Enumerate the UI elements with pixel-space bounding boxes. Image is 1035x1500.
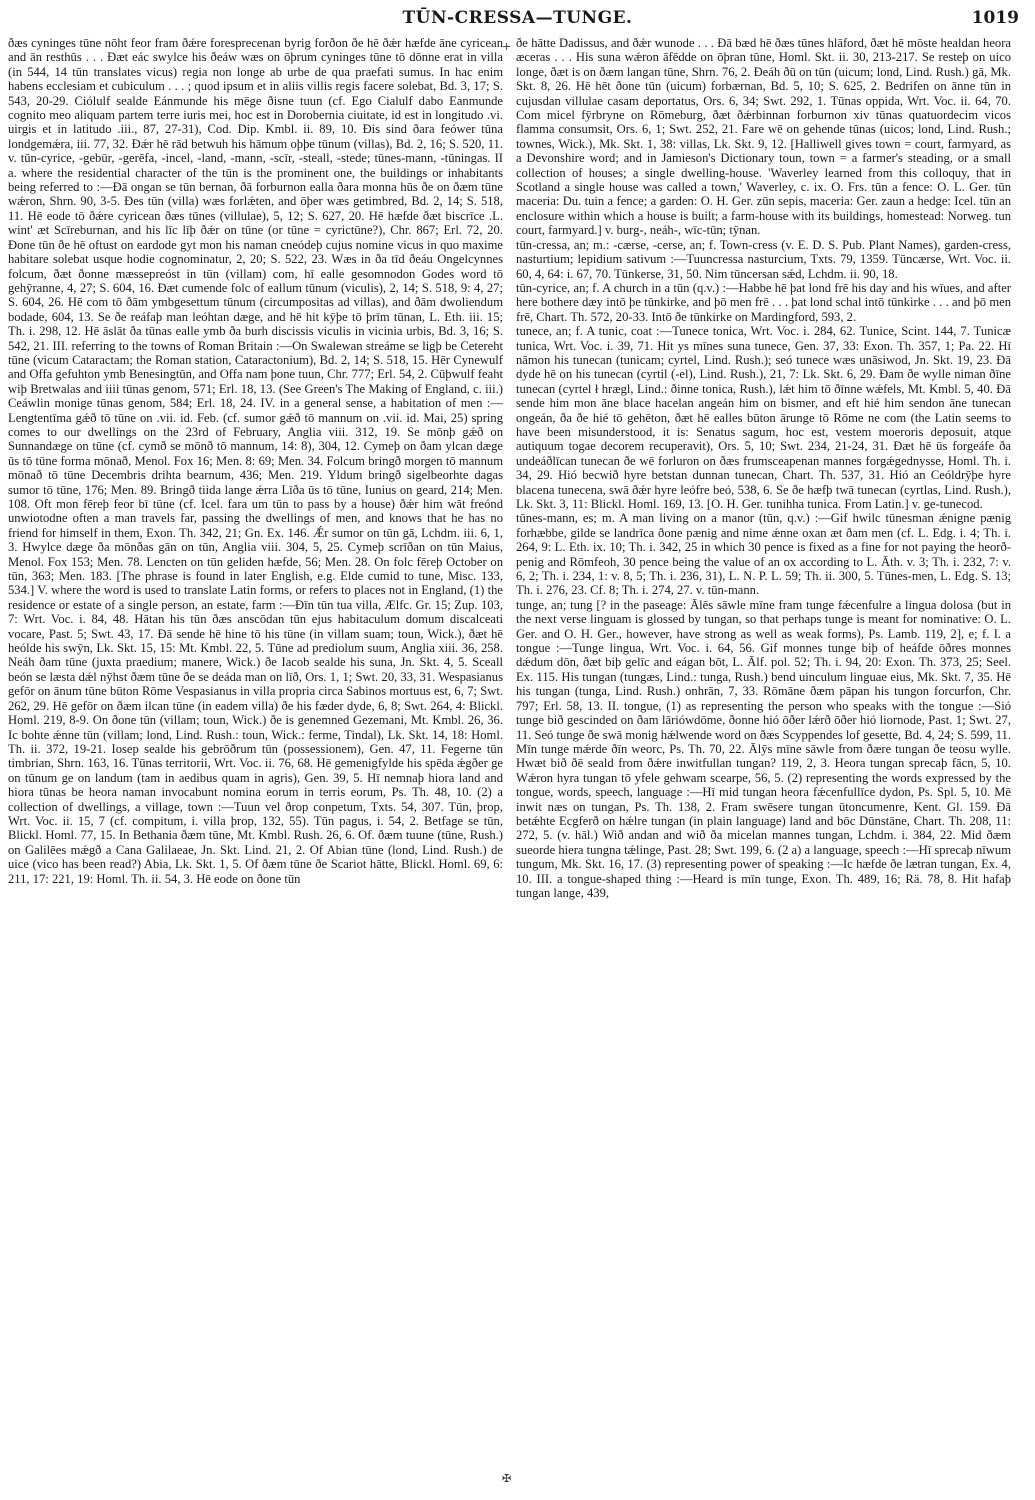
running-title: TŪN-CRESSA—TUNGE. xyxy=(402,8,633,28)
gutter-mark-top: + xyxy=(502,40,512,53)
right-column xyxy=(516,36,1011,1486)
entry-text: ðe hātte Dadissus, and ðǽr wunode . . . Ðā bæd hē ðæs tūnes hlāford, ðæt hē mōste healdan heora æceras . . . His suna wǽron āfēdde on ōþran tūne, Homl. Skt. ii. 30, 213-217. Se resteþ on uico longe, ðæt is on ðæm langan tūne, Shrn. 76, 2. Ðeáh ðū on tūn (uicum; lond, Lind. Rush.) gā, Mk. Skt. 8, 26. Hē hēt ðone tūn (uicum) forbærnan, Bd. 5, 10; S. 625, 2. Bedrifen on ānne tūn in cujusdan villulae casam deportatus, Ors. 6, 34; Swt. 292, 1. Tūnas oppida, Wrt. Voc. ii. 64, 70. Com micel fӯrbryne on Rōmeburg, ðæt ðǽrbinnan forburnon xiv tūnas quatuordecim vicos flamma consumsit, Ors. 6, 1; Swt. 252, 21. Fare wē on gehende tūnas (uicos; lond, Lind. Rush.; townes, Wick.), Mk. Skt. 1, 38: villas, Lk. Skt. 9, 12. [Halliwell gives town = court, farmyard, as a Devonshire word; and in Jamieson's Dictionary toun, town = a farmer's steading, or a small collection of houses; a single dwelling-house. 'Waverley learned from this colloquy, that in Scotland a single house was called a town,' Waverley, c. ix. O. Frs. tūn a fence: O. L. Ger. tūn maceria: Du. tuin a fence; a garden: O. H. Ger. zūn sepis, maceria: Ger. zaun a hedge: Icel. tūn an enclosure within which a house is built; a farm-house with its buildings, homestead: Norweg. tun court, farmyard.] v. burg-, neáh-, wīc-tūn; tӯnan. xyxy=(516,36,1011,238)
column-gutter xyxy=(502,40,512,1485)
entry-tunes-mann: tūnes-mann, es; m. A man living on a manor (tūn, q.v.) :—Gif hwilc tūnesman ǽnigne pænig forhæbbe, gilde se landrīca ðone pænig and nime ǽnne oxan æt ðam men (cf. L. Edg. i. 4; Th. i. 264, 9: L. Eth. ix. 10; Th. i. 342, 25 in which 30 pence is fixed as a fine for not paying the heorð-penig and Rōmfeoh, 30 pence being the value of an ox according to L. Āth. v. 3; Th. i. 232, 7: v. 6, 2; Th. i. 234, 1: v. 8, 5; Th. i. 236, 31), L. N. P. L. 59; Th. ii. 300, 5. Tūnes-men, L. Edg. S. 13; Th. i. 276, 23. Cf. 8; Th. i. 274, 27. v. tūn-mann. xyxy=(516,511,1011,598)
page-number: 1019 xyxy=(971,8,1019,28)
entry-tun-cyrice: tūn-cyrice, an; f. A church in a tūn (q.v.) :—Habbe hē þat lond frē his day and his wīues, and after here bothere dӕy intō þe tūnkirke, and þō men frē . . . þat lond schal intō tūnkirke . . . and þō men frē, Chart. Th. 572, 20-33. Intō ðe tūnkirke on Mardingford, 593, 2. xyxy=(516,280,1011,324)
left-column xyxy=(8,36,503,1486)
gutter-mark-bottom: ✠ xyxy=(502,1472,512,1485)
entry-tun-cressa: tūn-cressa, an; m.: -cærse, -cerse, an; f. Town-cress (v. E. D. S. Pub. Plant Names), garden-cress, nasturtium; lepidium sativum :—Tuuncressa nasturcium, Txts. 79, 1359. Tūncærse, Wrt. Voc. ii. 60, 4, 64: i. 67, 70. Tūnkerse, 31, 50. Nim tūncersan sǽd, Lchdm. ii. 90, 18. xyxy=(516,237,1011,281)
entry-tunge: tunge, an; tung [? in the paseage: Ālēs sāwle mīne fram tunge fǽcenfulre a lingua dolosa (but in the next verse linguam is glossed by tungan, so that perhaps tunge is meant for nominative: O. L. Ger. and O. H. Ger., however, have strong as well as weak forms), Ps. Lamb. 119, 2], e; f. I. a tongue :—Tunge lingua, Wrt. Voc. i. 64, 56. Gif monnes tunge biþ of heáfde ōðres monnes dǽdum dōn, ðæt biþ gelīc and eágan bōt, L. Ālf. pol. 52; Th. i. 94, 20: Exon. Th. 373, 25; Seel. Ex. 115. His tungan (tungæs, Lind.: tunga, Rush.) bend uinculum linguae eius, Mk. Skt. 7, 35. Hē his tungan (tunga, Lind. Rush.) onhrān, 7, 33. Rōmāne ðæm pāpan his tungon forcurfon, Chr. 797; Erl. 58, 13. II. tongue, (1) as representing the person who speaks with the tongue :—Sió tunge bið gescinded on ðam lāriówdōme, ðonne hió ōðer lǽrð ōðer hió liornode, Past. 1; Swt. 27, 11. Seó tunge ðe swā monig hǽlwende word on ðæs Scyppendes lof gesette, Bd. 4, 24; S. 599, 11. Mīn tunge mǽrde ðīn weorc, Ps. Th. 70, 22. Ālӯs mīne sāwle from ðære tungan ðe teosu wylle. Hwæt bið ðē seald from ðǽre inwitfullan tungan? 119, 2, 3. Heora tungan sprecaþ fācn, 5, 10. Wǽron hyra tungan tō yfele gehwam scearpe, 56, 5. (2) representing the words expressed by the tongue, words, speech, language :—Hī mid tungan heora fǽcenfullīce dydon, Ps. Spl. 5, 10. Mē inwit næs on tungan, Ps. Th. 138, 2. Fram swēsere tungan ūtoncumenre, Kent. Gl. 159. Ðā betǽhte Ecgferð on hǽlre tungan (in plain language) land and bōc Dūnstāne, Chart. Th. 208, 11: 272, 5. (v. hāl.) Wið andan and wið ða micelan mannes tungan, Lchdm. i. 384, 22. Mid ðæm sueorde hiera tungna tǽlinge, Past. 28; Swt. 199, 6. (2 a) a language, speech :—Hī sprecaþ nīwum tungum, Mk. Skt. 16, 17. (3) representing power of speaking :—Ic hæfde ðe lætran tungan, Ex. 4, 10. III. a tongue-shaped thing :—Heard is mīn tunge, Exon. Th. 489, 16; Rä. 78, 8. Hit hafaþ tungan lange, 439, xyxy=(516,597,1011,900)
entry-tunece: tunece, an; f. A tunic, coat :—Tunece tonica, Wrt. Voc. i. 284, 62. Tunice, Scint. 144, 7. Tunicæ tunica, Wrt. Voc. i. 39, 71. Hit ys mīnes suna tunece, Gen. 37, 33: Exon. Th. 357, 1; Pa. 22. Hī nāmon his tunecan (tunicam; cyrtel, Lind. Rush.); seó tunece wæs unāsiwod, Jn. Skt. 19, 23. Ðā dyde hē on his tunecan (cyrtil (-el), Lind. Rush.), 21, 7: Lk. Skt. 6, 29. Ðam ðe wylle niman ðīne tunecan (cyrtel ł hrægl, Lind.: ðinne tonica, Rush.), lǽt him tō ðīnne wǽfels, Mt. Kmbl. 5, 40. Ðā sende him mon āne blace hacelan angeán him on bismer, and eft hié him sendon āne tunecan ongeán, ða ðe hié tō gehēton, ðæt hē ealles būton ārunge tō Rōme ne com (the Latin seems to have been misunderstood, it is: Senatus sagum, hoc est, vestem moeroris deposuit, atque autiquum togae decorem recuperavit), Ors. 5, 10; Swt. 234, 21-24, 31. Ðæt hē ūs forgeáfe ða undeáðlīcan tunecan ðe wē forluron on ðæs frumsceapenan mannes forgǽgednysse, Homl. Th. i. 34, 29. Hió becwið hyre betstan dunnan tunecan, Chart. Th. 537, 31. Hió an Ceóldrӯþe hyre blacena tunecena, swā ðǽr hyre leófre beó, 538, 6. Se ðe hæfþ twā tunecan (cyrtlas, Lind. Rush.), Lk. Skt. 3, 11: Blickl. Homl. 169, 13. [O. H. Ger. tunihha tunica. From Latin.] v. ge-tunecod. xyxy=(516,324,1011,511)
entry-text: ðæs cyninges tūne nōht feor fram ðǽre foresprecenan byrig forðon ðe hē ðǽr hæfde āne cyricean and ān resthūs . . . Ðæt eác swylce his ðeáw wæs on ōþrum cyninges tūne tō dōnne erat in villa (in 544, 14 tūn translates vicus) regia non longe ab urbe de qua praefati sumus. In hac enim habens ecclesiam et cubiculum . . . ; quod ipsum et in aliis villis regis facere solebat, Bd. 3, 17; S. 543, 20-29. Ciólulf sealde Eánmunde his mēge ðisne tuun (cf. Ego Cialulf dabo Eanmunde cognito meo aliquam partem terre iuris mei, hoc est in Dorobernia ciuitate, id est in longitudo .vi. uirgis et in latitudo .iii., 87, 27-31), Cod. Dip. Kmbl. ii. 89, 10. Ðis sind ðara feówer tūna londgemǽra, iii. 77, 32. Ðǽr hē rād betwuh his hāmum oþþe tūnum (villas), Bd. 2, 16; S. 520, 11. v. tūn-cyrice, -gebūr, -gerēfa, -incel, -land, -mann, -scīr, -steall, -stede; tūnes-mann, -tūningas. II a. where the residential character of the tūn is the prominent one, the buildings or inhabitants being referred to :—Ðā ongan se tūn bernan, ðā forburnon ealla ðara monna hūs ðe on ðæm tūne wǽron, Shrn. 90, 3-5. Ðes tūn (villa) wæs forlǽten, and ōþer wæs getimbred, Bd. 2, 14; S. 518, 11. Hē eode tō ðǽre cyricean ðæs tūnes (villulae), 5, 12; S. 627, 20. Hē hæfde ðæt biscrīce .L. wint' æt Scīreburnan, and his līc līþ ðǽr on tūne (or tūne = cyrictūne?), Chr. 867; Erl. 72, 20. Ðone tūn ðe hē oftust on eardode gyt mon his naman cneódeþ cujus nomine vicus in quo maxime habitare solebat usque hodie cognominatur, 2, 20; S. 522, 23. Wæs in ða tīd ðeáu Ongelcynnes folcum, ðæt ðonne mæssepreóst in tūn (villam) com, hī ealle gesomnodon Godes word tō gehӯranne, 4, 27; S. 604, 16. Ðæt cumende folc of eallum tūnum (viculis), 2, 14; S. 518, 9: 4, 27; S. 604, 26. Hē com tō ðām ymbgesettum tūnum (circumpositas ad villas), and ðām dwoliendum bodade, 604, 13. Se ðe reáfaþ man leóhtan dæge, and hē hit kӯþe tō þrīm tūnan, L. Eth. iii. 15; Th. i. 298, 12. Hē āslāt ða tūnas ealle ymb ða burh discissis viculis in vicinia urbis, Bd. 3, 16; S. 542, 21. III. referring to the towns of Roman Britain :—On Swalewan streáme se ligþ be Cetereht tūne (vicum Cataractam; the Roman station, Cataractonium), Bd. 2, 14; S. 518, 15. Hēr Cynewulf and Offa gefuhton ymb Benesingtūn, and Offa nam þone tuun, Chr. 777; Erl. 54, 2. Cūþwulf feaht wiþ Bretwalas and iiii tūnas genom, 571; Erl. 18, 13. (See Green's The Making of England, c. iii.) Ceáwlin monige tūnas genom, 584; Erl. 18, 24. IV. in a general sense, a habitation of men :—Lengtentīma gǽð tō tūne on .vii. id. Feb. (cf. sumor gǽð tō mannum on .vii. id. Mai, 25) spring comes to our dwellings on the 23rd of February, Anglia viii. 312, 19. Se mōnþ gǽð on Sunnandæge on tūne (cf. cymð se mōnð tō mannum, 14: 8), 304, 12. Cymeþ on ðam ylcan dæge ūs tō tūne forma mōnað, Menol. Fox 16; Men. 8: 69; Men. 34. Folcum bringð morgen tō mannum mōnað tō tūne Decembris drihta bearnum, 436; Men. 219. Yldum bringð sigelbeorhte dagas sumor tō tūne, 176; Men. 89. Bringð tiida lange ǽrra Līða ūs tō tūne, Iunius on geard, 214; Men. 108. Oft mon fēreþ feor bī tūne (cf. Icel. fara um tūn to pass by a house) ðǽr him wāt freónd unwiotodne often a man travels far, passing the dwellings of men, and knows that he has no friend for himself in them, Exon. Th. 342, 21; Gn. Ex. 146. Ǽr sumor on tūn gā, Lchdm. iii. 6, 1, 3. Hwylce dæge ða mōnðas gān on tūn, Anglia viii. 304, 5, 25. Cymeþ scrīðan on tūn Maius, Menol. Fox 153; Men. 78. Lencten on tūn geliden hæfde, 56; Men. 28. On folc fēreþ October on tūn, 363; Men. 183. [The phrase is found in later English, e.g. Elde cumid to tune, Misc. 133, 534.] V. where the word is used to translate Latin forms, or refers to places not in England, (1) the residence or estate of a single person, an estate, farm :—Ðīn tūn tua villa, Ælfc. Gr. 15; Zup. 103, 7: Wrt. Voc. i. 84, 48. Hātan his tūn ðæs anscōdan tūn ejus habitaculum domum discalceati vocare, Past. 5; Swt. 43, 17. Ðā sende hē hine tō his tūne (in villam suam; toun, Wick.), ðæt hē heólde his swӯn, Lk. Skt. 15, 15: Mt. Kmbl. 22, 5. Tūne ad prediolum suum, Anglia xiii. 36, 258. Neáh ðam tūne (juxta praedium; manere, Wick.) ðe Iacob sealde his suna, Jn. Skt. 4, 5. Sceall beón se læsta dǽl nӯhst ðæm tūne ðe se deáda man on līð, Ors. 1, 1; Swt. 20, 33, 31. Wespasianus gefōr on ānum tūne būton Rōme Vespasianus in villa propria circa Sabinos mortuus est, 6, 7; Swt. 262, 29. Hē gefōr on ðæm ilcan tūne (in eadem villa) ðe his fæder dyde, 6, 8; Swt. 264, 4: Blickl. Homl. 219, 8-9. On ðone tūn (villam; toun, Wick.) ðe is genemned Gezemani, Mt. Kmbl. 26, 36. Ic bohte ǽnne tūn (villam; lond, Lind. Rush.: toun, Wick.: ferme, Tindal), Lk. Skt. 14, 18: Homl. Th. ii. 372, 19-21. Iosep sealde his gebrōðrum tūn (possessionem), Gen. 47, 11. Fegerne tūn timbrian, Shrn. 163, 16. Tūnas territorii, Wrt. Voc. ii. 76, 68. Hē gemenigfylde his spēda ǽgðer ge on tūnum ge on landum (tam in aedibus quam in agris), Gen. 39, 5. Hī nemnaþ hiora land and hiora tūnas be heora naman invocabunt nomina eorum in terris eorum, Ps. Th. 48, 10. (2) a collection of dwellings, a village, town :—Tuun vel ðrop conpetum, Txts. 54, 307. Tūn, þrop, Wrt. Voc. ii. 15, 7 (cf. compitum, i. villa þrop, 132, 55). Tūn pagus, i. 54, 2. Betfage se tūn, Blickl. Homl. 77, 15. In Bethania ðæm tūne, Mt. Kmbl. Rush. 26, 6. Of. ðæm tuune (tūne, Rush.) on Galilēes mǽgð a Cana Galilaeae, Jn. Skt. Lind. 21, 2. Of Abian tūne (lond, Lind. Rush.) de uice (vico has been read?) Abia, Lk. Skt. 1, 5. Of ðæm tūne ðe Scariot hātte, Blickl. Homl. 69, 6: 211, 17: 221, 19: Homl. Th. ii. 54, 3. Hē eode on ðone tūn xyxy=(8,36,503,886)
page-header xyxy=(0,0,1035,36)
